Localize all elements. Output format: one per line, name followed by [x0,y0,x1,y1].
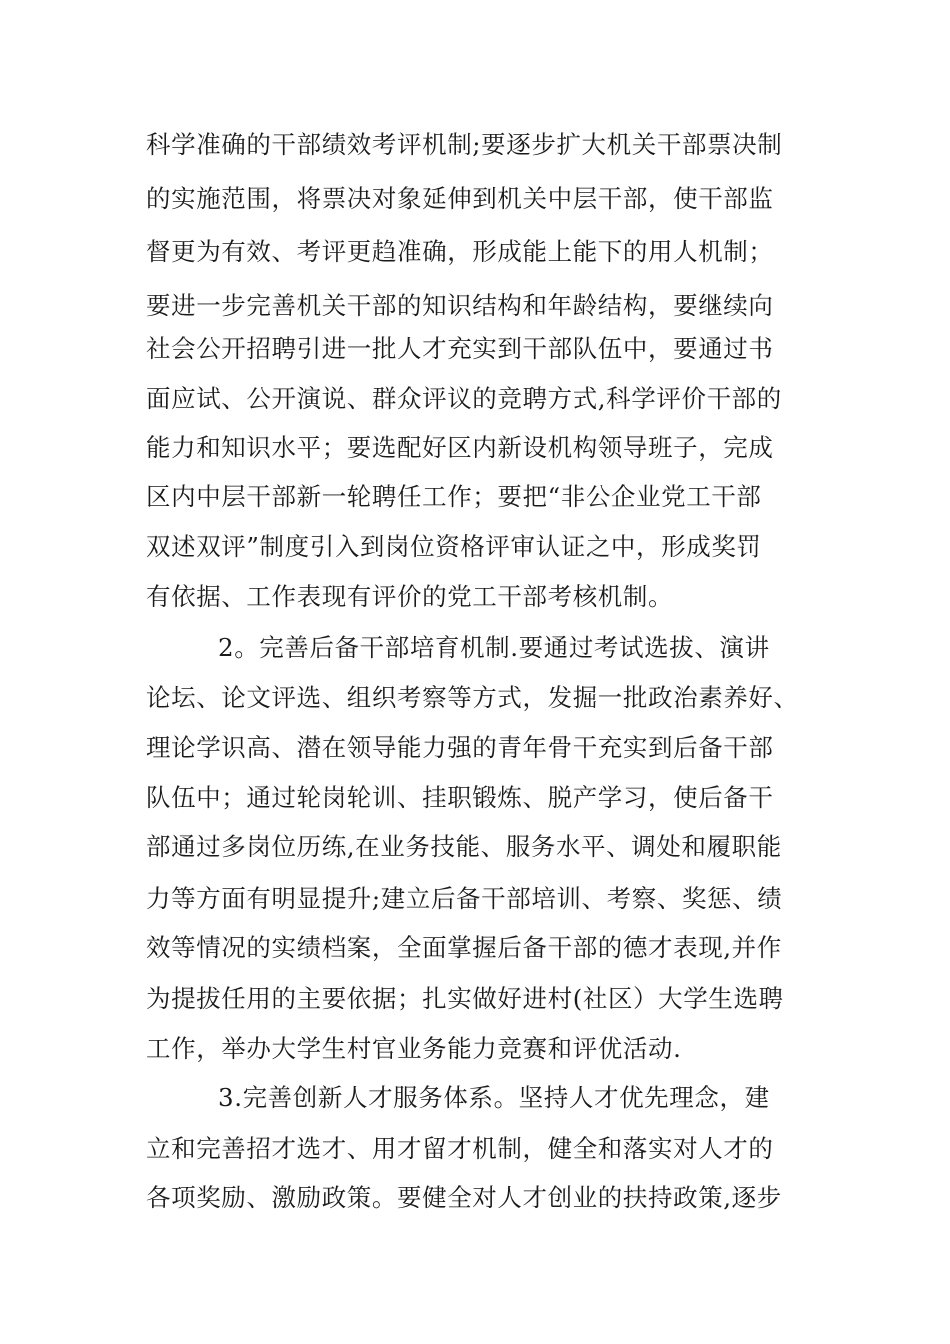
text-line: 能力和知识水平；要选配好区内新设机构领导班子，完成 [146,433,774,462]
paragraph-3-first-line: 3.完善创新人才服务体系。坚持人才优先理念，建 [218,1083,770,1112]
text-line: 督更为有效、考评更趋准确，形成能上能下的用人机制； [146,237,774,266]
text-line: 部通过多岗位历练,在业务技能、服务水平、调处和履职能 [146,832,782,861]
text-line: 有依据、工作表现有评价的党工干部考核机制。 [146,582,674,611]
text-line: 队伍中；通过轮岗轮训、挂职锻炼、脱产学习，使后备干 [146,783,774,812]
text-line: 要进一步完善机关干部的知识结构和年龄结构，要继续向 [146,291,774,320]
text-line: 各项奖励、激励政策。要健全对人才创业的扶持政策,逐步 [146,1183,782,1212]
text-line: 为提拔任用的主要依据；扎实做好进村(社区）大学生选聘 [146,984,784,1013]
text-line: 论坛、论文评选、组织考察等方式，发掘一批政治素养好、 [146,683,799,712]
text-line: 区内中层干部新一轮聘任工作；要把“非公企业党工干部 [146,482,762,511]
paragraph-2-first-line: 2。完善后备干部培育机制.要通过考试选拔、演讲 [218,633,770,662]
text-line: 工作，举办大学生村官业务能力竞赛和评优活动. [146,1034,682,1063]
text-line: 科学准确的干部绩效考评机制;要逐步扩大机关干部票决制 [146,130,783,159]
text-line: 效等情况的实绩档案，全面掌握后备干部的德才表现,并作 [146,933,782,962]
text-line: 立和完善招才选才、用才留才机制，健全和落实对人才的 [146,1134,774,1163]
text-line: 社会公开招聘引进一批人才充实到干部队伍中，要通过书 [146,334,774,363]
text-line: 力等方面有明显提升;建立后备干部培训、考察、奖惩、绩 [146,884,783,913]
text-line: 理论学识高、潜在领导能力强的青年骨干充实到后备干部 [146,733,774,762]
text-line: 双述双评”制度引入到岗位资格评审认证之中，形成奖罚 [146,532,762,561]
text-line: 的实施范围，将票决对象延伸到机关中层干部，使干部监 [146,184,774,213]
text-line: 面应试、公开演说、群众评议的竞聘方式,科学评价干部的 [146,384,782,413]
